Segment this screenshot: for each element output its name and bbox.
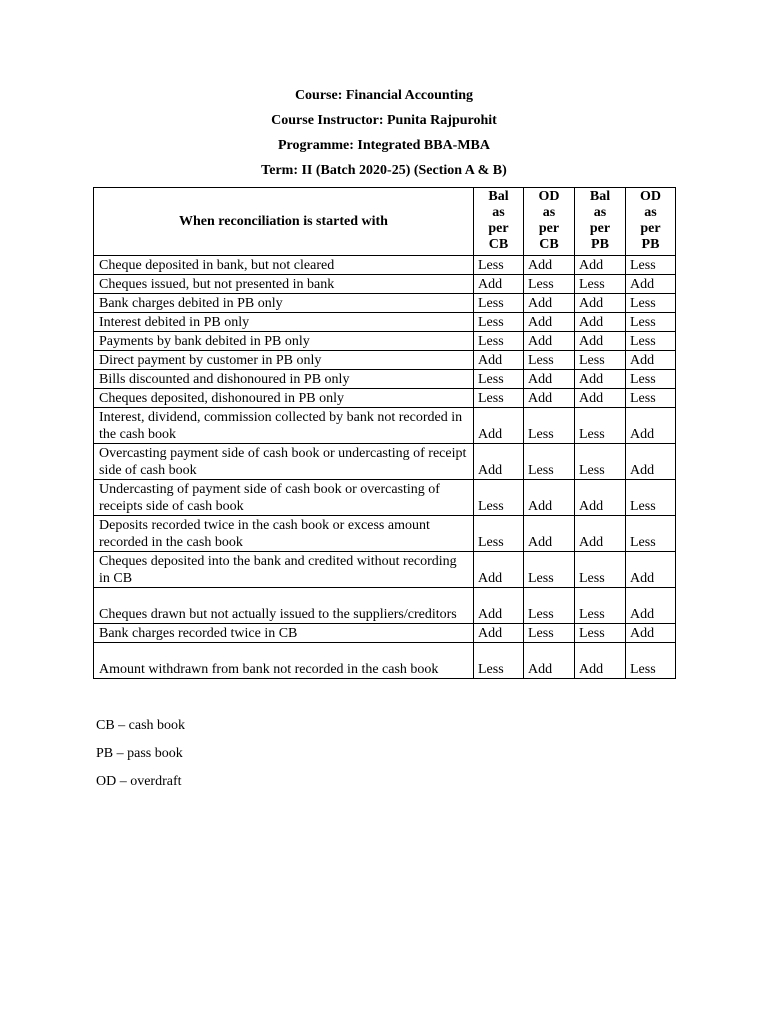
row-value: Add [524,643,575,679]
row-value: Less [575,588,626,624]
row-value: Add [524,256,575,275]
column-header-line: Bal [488,189,509,204]
row-value: Less [575,552,626,588]
row-value: Less [524,552,575,588]
row-value: Less [474,294,524,313]
row-value: Less [575,444,626,480]
column-header-bal-cb [474,188,524,256]
row-value: Less [524,624,575,643]
row-value: Add [524,370,575,389]
row-value: Less [474,313,524,332]
course-title: Course: Financial Accounting [294,88,474,103]
row-value: Less [626,389,676,408]
row-value: Add [626,552,676,588]
row-value: Less [626,256,676,275]
table-row [94,480,676,516]
course-instructor: Course Instructor: Punita Rajpurohit [271,113,497,128]
column-header-line: OD [640,189,661,204]
table-row [94,588,676,624]
column-header-od-pb [626,188,676,256]
row-value: Add [474,408,524,444]
row-label: Overcasting payment side of cash book or undercasting of receipt side of cash book [94,444,474,480]
row-value: Add [524,516,575,552]
row-value: Less [474,516,524,552]
column-header-line: as [593,205,607,220]
row-value: Add [626,408,676,444]
row-label: Bank charges debited in PB only [94,294,474,313]
row-label: Deposits recorded twice in the cash book or excess amount recorded in the cash book [94,516,474,552]
column-header-line: OD [538,189,560,204]
row-value: Less [524,408,575,444]
row-value: Less [474,370,524,389]
legend-pb: PB – pass book [96,746,183,761]
table-row [94,351,676,370]
row-label: Cheque deposited in bank, but not cleared [94,256,474,275]
row-value: Add [474,444,524,480]
row-label: Direct payment by customer in PB only [94,351,474,370]
row-value: Less [626,643,676,679]
row-label: Payments by bank debited in PB only [94,332,474,351]
row-value: Add [575,389,626,408]
row-value: Less [474,389,524,408]
row-value: Add [474,275,524,294]
table-row [94,624,676,643]
programme: Programme: Integrated BBA-MBA [277,138,491,153]
table-row [94,332,676,351]
main-column-header: When reconciliation is started with [94,188,474,256]
row-value: Add [626,588,676,624]
row-value: Add [575,480,626,516]
row-label: Cheques deposited into the bank and credited without recording in CB [94,552,474,588]
row-value: Add [575,332,626,351]
row-label: Undercasting of payment side of cash book or overcasting of receipts side of cash book [94,480,474,516]
row-value: Less [626,313,676,332]
table-row [94,256,676,275]
row-label: Cheques issued, but not presented in bank [94,275,474,294]
row-value: Add [524,389,575,408]
table-row [94,294,676,313]
row-label: Amount withdrawn from bank not recorded in the cash book [94,643,474,679]
column-header-line: Bal [589,189,611,204]
column-header-od-cb [524,188,575,256]
column-header-line: per [640,221,661,236]
column-header-line: as [542,205,556,220]
row-value: Add [575,370,626,389]
column-header-line: PB [591,237,609,252]
row-value: Less [474,643,524,679]
row-value: Less [626,332,676,351]
row-label: Cheques drawn but not actually issued to the suppliers/creditors [94,588,474,624]
row-value: Less [626,294,676,313]
legend-od: OD – overdraft [96,774,182,789]
row-value: Add [575,294,626,313]
row-value: Less [575,275,626,294]
row-label: Cheques deposited, dishonoured in PB only [94,389,474,408]
row-value: Add [575,313,626,332]
reconciliation-table [93,187,676,679]
row-value: Add [474,624,524,643]
table-row [94,444,676,480]
row-value: Less [524,351,575,370]
column-header-line: per [488,221,509,236]
table-body [94,256,676,679]
row-label: Bank charges recorded twice in CB [94,624,474,643]
column-header-line: per [538,221,560,236]
column-header-line: PB [641,237,660,252]
row-value: Add [626,275,676,294]
row-value: Add [524,294,575,313]
term: Term: II (Batch 2020-25) (Section A & B) [261,163,507,178]
row-label: Interest debited in PB only [94,313,474,332]
row-value: Add [575,516,626,552]
row-value: Add [575,643,626,679]
row-value: Add [474,588,524,624]
row-value: Less [626,480,676,516]
row-value: Less [524,275,575,294]
row-value: Less [575,408,626,444]
row-value: Less [474,480,524,516]
row-value: Add [524,480,575,516]
row-value: Less [575,351,626,370]
legend-cb: CB – cash book [96,718,186,733]
table-row [94,389,676,408]
row-value: Add [474,351,524,370]
row-value: Add [524,332,575,351]
row-value: Add [524,313,575,332]
row-value: Add [474,552,524,588]
row-label: Bills discounted and dishonoured in PB only [94,370,474,389]
row-value: Less [575,624,626,643]
table-header-row [94,188,676,256]
row-value: Less [524,588,575,624]
table-row [94,408,676,444]
row-value: Add [575,256,626,275]
row-value: Add [626,351,676,370]
row-value: Less [626,516,676,552]
table-row [94,552,676,588]
table-row [94,643,676,679]
table-row [94,313,676,332]
row-value: Less [474,256,524,275]
column-header-line: CB [488,237,509,252]
row-value: Less [626,370,676,389]
column-header-line: as [492,205,505,220]
table-row [94,275,676,294]
row-value: Add [626,444,676,480]
table-row [94,370,676,389]
row-value: Less [474,332,524,351]
row-value: Add [626,624,676,643]
column-header-line: CB [539,237,559,252]
column-header-line: per [589,221,611,236]
table-row [94,516,676,552]
row-label: Interest, dividend, commission collected by bank not recorded in the cash book [94,408,474,444]
column-header-line: as [644,205,657,220]
row-value: Less [524,444,575,480]
column-header-bal-pb [575,188,626,256]
